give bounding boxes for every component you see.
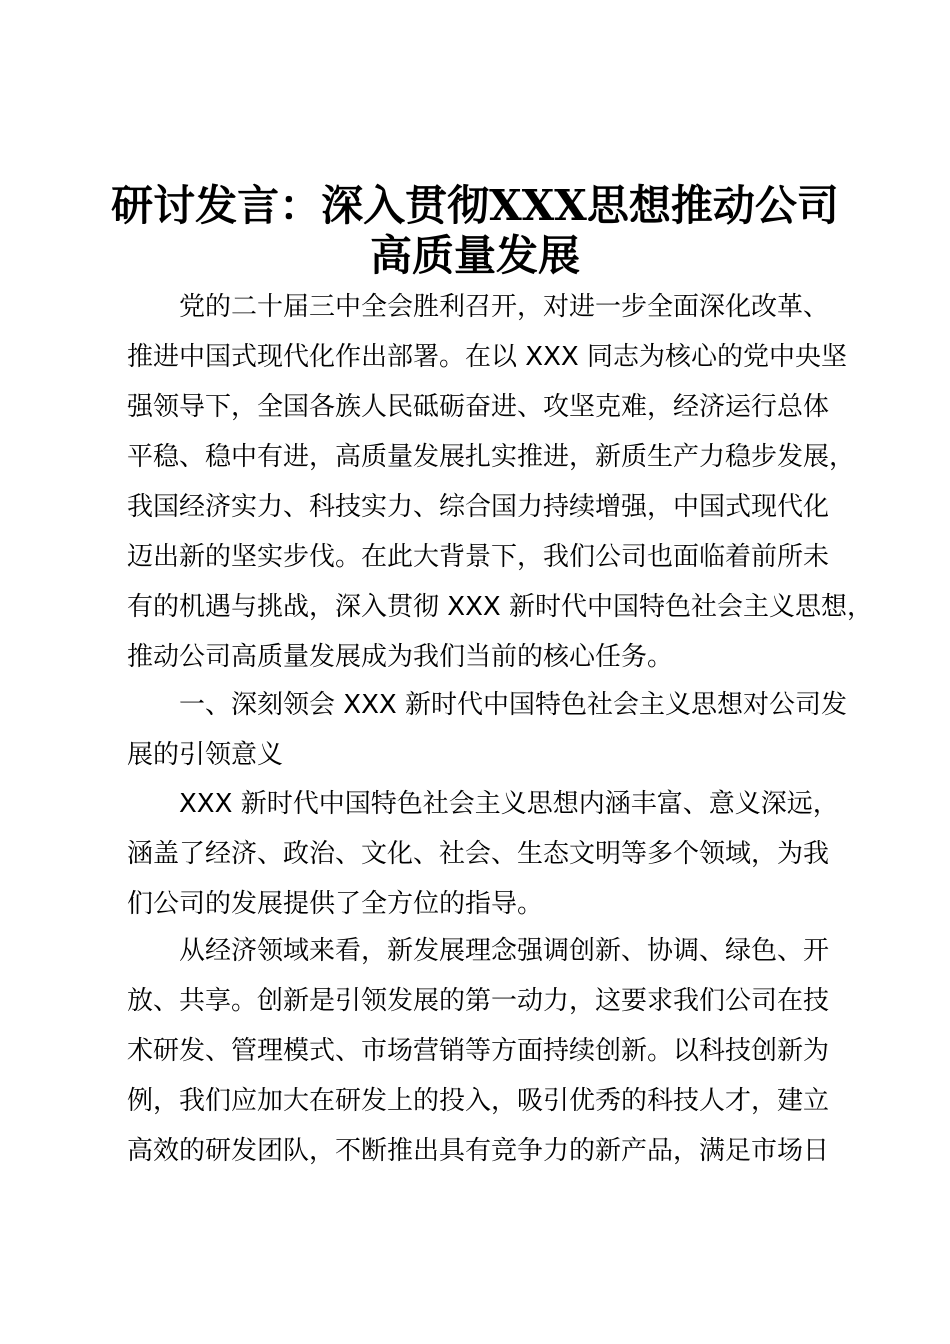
paragraph-line: 迈出新的坚实步伐。在此大背景下，我们公司也面临着前所未: [127, 542, 830, 572]
paragraph-line: 推进中国式现代化作出部署。在以 XXX 同志为核心的党中央坚: [127, 342, 847, 372]
paragraph-line: 推动公司高质量发展成为我们当前的核心任务。: [127, 642, 674, 672]
paragraph-2: [127, 779, 867, 929]
paragraph-intro: [127, 282, 873, 682]
heading-line: 一、深刻领会 XXX 新时代中国特色社会主义思想对公司发: [179, 690, 847, 720]
paragraph-line: 平稳、稳中有进，高质量发展扎实推进，新质生产力稳步发展，: [127, 442, 856, 472]
paragraph-line: 我国经济实力、科技实力、综合国力持续增强，中国式现代化: [127, 492, 830, 522]
document-title-line-1: 研讨发言：深入贯彻XXX思想推动公司: [111, 181, 839, 230]
paragraph-line: 党的二十届三中全会胜利召开，对进一步全面深化改革、: [179, 292, 830, 322]
paragraph-line: 们公司的发展提供了全方位的指导。: [127, 889, 544, 919]
paragraph-3: [127, 926, 867, 1176]
paragraph-line: 从经济领域来看，新发展理念强调创新、协调、绿色、开: [179, 936, 830, 966]
paragraph-line: 强领导下，全国各族人民砥砺奋进、攻坚克难，经济运行总体: [127, 392, 830, 422]
heading-line: 展的引领意义: [127, 740, 284, 770]
paragraph-line: 放、共享。创新是引领发展的第一动力，这要求我们公司在技: [127, 986, 830, 1016]
paragraph-line: 例，我们应加大在研发上的投入，吸引优秀的科技人才，建立: [127, 1086, 830, 1116]
paragraph-line: 高效的研发团队，不断推出具有竞争力的新产品，满足市场日: [127, 1136, 830, 1166]
paragraph-line: 涵盖了经济、政治、文化、社会、生态文明等多个领域，为我: [127, 839, 830, 869]
paragraph-line: 有的机遇与挑战，深入贯彻 XXX 新时代中国特色社会主义思想，: [127, 592, 873, 622]
paragraph-line: XXX 新时代中国特色社会主义思想内涵丰富、意义深远，: [179, 789, 839, 819]
document-title-line-2: 高质量发展: [369, 231, 580, 280]
section-heading-1: [127, 680, 867, 780]
paragraph-line: 术研发、管理模式、市场营销等方面持续创新。以科技创新为: [127, 1036, 830, 1066]
